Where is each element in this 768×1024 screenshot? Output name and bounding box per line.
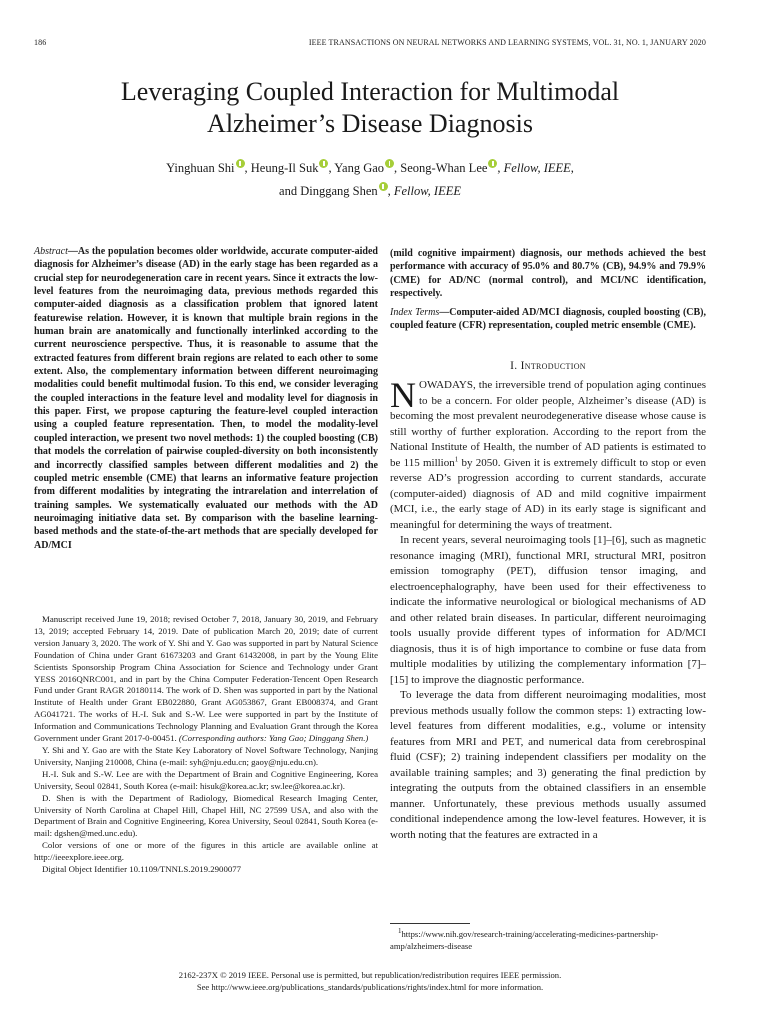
orcid-icon[interactable]: [488, 159, 497, 168]
introduction-body: [390, 375, 707, 843]
author-affiliation-title: Fellow, IEEE: [393, 184, 461, 198]
footnote-url[interactable]: https://www.nih.gov/research-training/accelerating-medicines-partnership-amp/alzheimers-disease: [390, 929, 659, 951]
drop-cap: N: [390, 375, 416, 415]
abstract: Abstract—As the population becomes older worldwide, accurate computer-aided diagnosis for Alzheimer’s disease (AD) in the early stage has been regarded as a crucial step for neurodegeneration care in recent years. Since it extracts the low-level features from the neuroimaging data, previous methods regarded this computer-aided diagnosis as a classification problem that ignored latent featurewise relation. However, it is known that multiple brain regions in the human brain are anatomically and functionally interlinked according to the current neuroscience perspective. Thus, it is reasonable to assume that the extracted features from different brain regions are related to each other to some extent. Also, the complementary information between different neuroimaging modalities could benefit multimodal fusion. To this end, we consider leveraging the coupled interactions in the feature level and modality level for diagnosis in this paper. First, we propose capturing the feature-level coupled interaction using a coupled feature representation. Then, to model the modality-level coupled interaction, we present two novel methods: 1) the coupled boosting (CB) that models the correlation of pairwise coupled-diversity on both inconsistently and incorrectly classified samples between different modalities and 2) the coupled metric ensemble (CME) that learns an informative feature projection from different modalities by integrating the intrarelation and interrelation of training samples. We systematically evaluated our methods with the AD neuroimaging initiative data set. By comparison with the baseline learning-based methods and the state-of-the-art methods that are specially developed for AD/MCI: [34, 246, 378, 551]
intro-paragraph: NOWADAYS, the irreversible trend of population aging continues to be a concern. For older people, Alzheimer’s disease (AD) is becoming the most prevalent neurodegenerative disease whose cause is still worthy of further exploration. According to the report from the National Institute of Health, the number of AD patients is estimated to be 115 million$^1$ by 2050. Given it is extremely difficult to stop or even reverse AD’s progression according to current standards, accurate (computer-aided) diagnosis of AD and mild cognitive impairment (MCI, i.e., the early stage of AD) in its early stage is significant and meaningful for determining the ways of treatment.: [390, 375, 707, 531]
copyright-line-2: See http://www.ieee.org/publications_standards/publications/rights/index.html for more information.: [196, 982, 544, 992]
author-name: Yinghuan Shi: [166, 161, 235, 175]
lead-word: OWADAYS,: [419, 379, 476, 391]
author-affiliation-title: Fellow, IEEE: [503, 161, 571, 175]
color-versions-note: Color versions of one or more of the figures in this article are available online at http://ieeexplore.ieee.org.: [34, 840, 378, 863]
index-terms-label: Index Terms: [390, 307, 440, 318]
affiliation-note: D. Shen is with the Department of Radiology, Biomedical Research Imaging Center, University of North Carolina at Chapel Hill, Chapel Hill, NC 27599 USA, and also with the Department of Brain and Cognitive Engineering, Korea University, Seoul 02841, South Korea (e-mail: dgshen@med.unc.edu).: [34, 792, 378, 839]
url-footnote: [390, 928, 706, 952]
author-name: Seong-Whan Lee: [400, 161, 488, 175]
first-page-footnote: [34, 614, 378, 876]
section-title: Introduction: [520, 360, 586, 372]
affiliation-note: Y. Shi and Y. Gao are with the State Key Laboratory of Novel Software Technology, Nanjing University, Nanjing 210008, China (e-mail: syh@nju.edu.cn; gaoy@nju.edu.cn).: [34, 744, 378, 767]
author-name: Yang Gao: [334, 161, 385, 175]
doi-note: Digital Object Identifier 10.1109/TNNLS.2019.2900077: [42, 864, 242, 875]
author-name: and Dinggang Shen: [279, 184, 378, 198]
corresponding-authors: (Corresponding authors: Yang Gao; Dinggang Shen.): [178, 733, 369, 744]
authors-line-1: Yinghuan Shi , Heung-Il Suk , Yang Gao , Seong-Whan Lee , Fellow, IEEE,: [166, 161, 574, 175]
author-list: [34, 157, 706, 203]
abstract-text: As the population becomes older worldwide, accurate computer-aided diagnosis for Alzheimer’s disease (AD) in the early stage has been regarded as a crucial step for neurodegeneration care in recent years. Since it extracts the low-level features from the neuroimaging data, previous methods regarded this computer-aided diagnosis as a classification problem that ignored latent featurewise relation. However, it is known that multiple brain regions in the human brain are anatomically and functionally interlinked according to the current neuroscience perspective. Thus, it is reasonable to assume that the extracted features from different brain regions are related to each other to some extent. Also, the complementary information between different neuroimaging modalities could benefit multimodal fusion. To this end, we consider leveraging the coupled interactions in the feature level and modality level for diagnosis in this paper. First, we propose capturing the feature-level coupled interaction using a coupled feature representation. Then, to model the modality-level coupled interaction, we present two novel methods: 1) the coupled boosting (CB) that models the correlation of pairwise coupled-diversity on both inconsistently and incorrectly classified samples between different modalities and 2) the coupled metric ensemble (CME) that learns an informative feature projection from different modalities by integrating the intrarelation and interrelation of training samples. We systematically evaluated our methods with the AD neuroimaging initiative data set. By comparison with the baseline learning-based methods and the state-of-the-art methods that are specially developed for AD/MCI: [34, 246, 378, 551]
footnote-mark: 1: [454, 454, 459, 463]
authors-line-2: and Dinggang Shen , Fellow, IEEE: [279, 184, 461, 198]
author-name: Heung-Il Suk: [250, 161, 319, 175]
page-number: 186: [34, 38, 47, 47]
title-line-1: Leveraging Coupled Interaction for Multimodal: [120, 77, 620, 106]
title-line-2: Alzheimer’s Disease Diagnosis: [207, 109, 533, 138]
abstract-label: Abstract: [34, 246, 68, 257]
abstract-continued: (mild cognitive impairment) diagnosis, our methods achieved the best performance with accuracy of 95.0% and 80.7% (CB), 94.9% and 79.9% (CME) for AD/NC (normal control), and MCI/NC identification, respectively.: [390, 248, 706, 299]
orcid-icon[interactable]: [319, 159, 328, 168]
paper-title: [34, 76, 706, 140]
index-terms: Index Terms—Computer-aided AD/MCI diagnosis, coupled boosting (CB), coupled feature (CFR) representation, coupled metric ensemble (CME).: [390, 307, 706, 332]
orcid-icon[interactable]: [385, 159, 394, 168]
copyright-line-1: 2162-237X © 2019 IEEE. Personal use is permitted, but republication/redistribution requires IEEE permission.: [178, 970, 562, 980]
intro-paragraph: In recent years, several neuroimaging tools [1]–[6], such as magnetic resonance imaging (MRI), functional MRI, structural MRI, positron emission tomography (PET), diffusion tensor imaging, and electroencephalography, have been used for their effectiveness to indicate the informative neurological or biological mechanisms of AD and other related brain diseases. In particular, different neuroimaging tools usually provide different types of information for AD/MCI diagnosis, thus it is of high importance to combine or fuse data from multiple modalities by utilizing the complementary information [7]–[15] to improve the diagnostic performance.: [390, 534, 706, 686]
copyright-notice: [34, 969, 706, 993]
affiliation-note: H.-I. Suk and S.-W. Lee are with the Department of Brain and Cognitive Engineering, Korea University, Seoul 02841, South Korea (e-mail: hisuk@korea.ac.kr; sw.lee@korea.ac.kr).: [34, 768, 378, 791]
footnote-mark: 1: [398, 927, 402, 936]
intro-paragraph: To leverage the data from different neuroimaging modalities, most previous methods usually follow the common steps: 1) extracting low-level features from different modalities, e.g., volume or intensity features from MRI and PET, and numerical data from cerebrospinal fluid (CSF); 2) training independent classifiers per modality on the available training samples; and 3) generating the final prediction by integrating the outputs from the obtained classifiers in an ensemble manner. Unfortunately, these previous methods usually assumed conditional independence among the low-level features. However, it is worth noting that the features are extracted in a: [390, 689, 706, 841]
journal-name: IEEE TRANSACTIONS ON NEURAL NETWORKS AND LEARNING SYSTEMS, VOL. 31, NO. 1, JANUARY 2020: [308, 38, 706, 47]
footnote-rule: [390, 923, 470, 924]
index-terms-text: Computer-aided AD/MCI diagnosis, coupled boosting (CB), coupled feature (CFR) representation, coupled metric ensemble (CME).: [390, 307, 706, 332]
orcid-icon[interactable]: [236, 159, 245, 168]
manuscript-note: Manuscript received June 19, 2018; revised October 7, 2018, January 30, 2019, and February 13, 2019; accepted February 14, 2019. Date of publication March 20, 2019; date of current version January 3, 2020. The work of Y. Shi and Y. Gao was supported in part by Natural Science Foundation of China under Grant 61673203 and Grant 61432008, in part by the Young Elite Scientists Sponsorship Program China Association for Science and Technology under Grant YESS 2016QNRC001, and in part by the China Computer Federation-Tencent Open Research Fund under Grant RAGR 20180114. The work of D. Shen was supported in part by the National Institute of Health under Grant EB022880, Grant AG053867, Grant EB008374, and Grant AG041721. The works of H.-I. Suk and S.-W. Lee were supported in part by the Institute of Information and Communications Technology Planning and Evaluation Grant through the Korea Government under Grant 2017-0-00451. (Corresponding authors: Yang Gao; Dinggang Shen.): [34, 614, 378, 744]
orcid-icon[interactable]: [379, 182, 388, 191]
section-numeral: I.: [510, 360, 518, 372]
section-heading: [390, 360, 706, 372]
